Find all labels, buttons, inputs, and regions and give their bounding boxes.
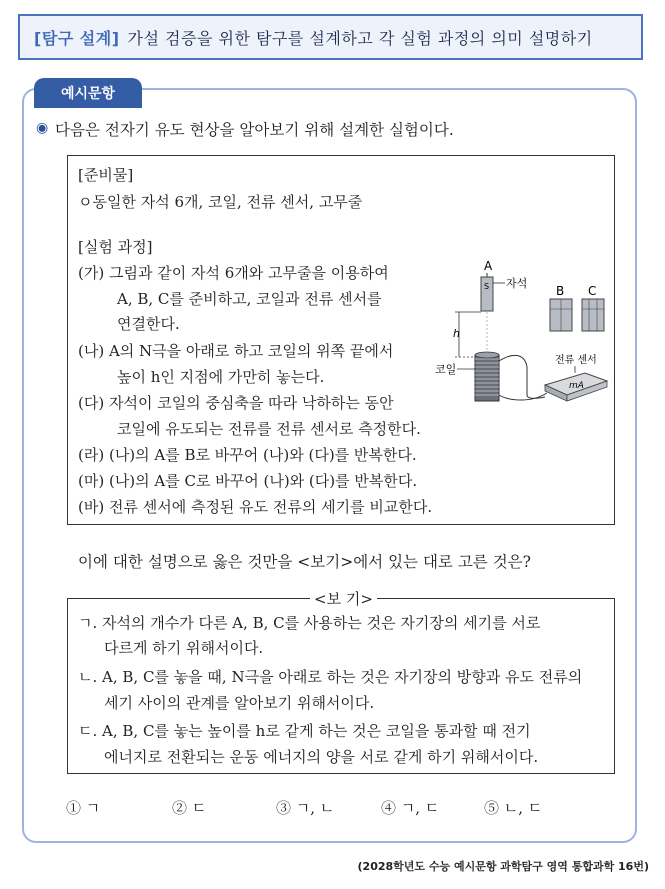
choice-1[interactable]: ① ㄱ [66, 799, 101, 817]
label-coil: 코일 [435, 363, 457, 376]
header-title: 가설 검증을 위한 탐구를 설계하고 각 실험 과정의 의미 설명하기 [127, 28, 593, 48]
bogi-title: <보 기> [310, 588, 377, 609]
step-line: A, B, C를 준비하고, 코일과 전류 센서를 [117, 290, 382, 308]
step-line: (마) (나)의 A를 C로 바꾸어 (나)와 (다)를 반복한다. [78, 472, 418, 490]
bogi-line: 에너지로 전환되는 운동 에너지의 양을 서로 같게 하기 위해서이다. [104, 748, 539, 766]
pole-label: S [484, 282, 490, 291]
sensor-unit: mA [569, 381, 584, 391]
bogi-line: ㄴ. A, B, C를 놓을 때, N극을 아래로 하는 것은 자기장의 방향과 유도 전류의 [78, 668, 583, 686]
example-tab: 예시문항 [34, 78, 142, 108]
step-line: (바) 전류 센서에 측정된 유도 전류의 세기를 비교한다. [78, 498, 433, 516]
choice-3[interactable]: ③ ㄱ, ㄴ [276, 799, 335, 817]
bogi-line: 다르게 하기 위해서이다. [104, 639, 264, 657]
choice-2[interactable]: ② ㄷ [172, 799, 207, 817]
choice-5[interactable]: ⑤ ㄴ, ㄷ [484, 799, 543, 817]
coil [475, 355, 499, 401]
step-line: (라) (나)의 A를 B로 바꾸어 (나)와 (다)를 반복한다. [78, 446, 417, 464]
bogi-line: ㄷ. A, B, C를 놓는 높이를 h로 같게 하는 것은 코일을 통과할 때 전기 [78, 722, 531, 740]
magnet-c [582, 299, 604, 331]
step-line: 코일에 유도되는 전류를 전류 센서로 측정한다. [117, 420, 421, 438]
step-line: (나) A의 N극을 아래로 하고 코일의 위쪽 끝에서 [78, 342, 394, 360]
label-b: B [556, 284, 565, 298]
bogi-line: ㄱ. 자석의 개수가 다른 A, B, C를 사용하는 것은 자기장의 세기를 서로 [78, 614, 541, 632]
experiment-figure [435, 255, 610, 405]
label-magnet: 자석 [506, 277, 528, 290]
step-line: 높이 h인 지점에 가만히 놓는다. [117, 368, 325, 386]
prep-items: ㅇ동일한 자석 6개, 코일, 전류 센서, 고무줄 [78, 193, 363, 211]
label-sensor: 전류 센서 [555, 355, 597, 366]
step-line: 연결한다. [117, 315, 180, 333]
step-line: (다) 자석이 코일의 중심축을 따라 낙하하는 동안 [78, 394, 394, 412]
bullet-icon: ◉ [36, 120, 49, 136]
step-line: (가) 그림과 같이 자석 6개와 고무줄을 이용하여 [78, 264, 389, 282]
page-header [18, 14, 643, 60]
label-a: A [484, 259, 493, 273]
question-text: 다음은 전자기 유도 현상을 알아보기 위해 설계한 실험이다. [55, 121, 454, 139]
question-prompt: 이에 대한 설명으로 옳은 것만을 <보기>에서 있는 대로 고른 것은? [78, 553, 531, 571]
source-note: (2028학년도 수능 예시문항 과학탐구 영역 통합과학 16번) [357, 860, 649, 873]
process-heading: [실험 과정] [78, 238, 153, 256]
choice-4[interactable]: ④ ㄱ, ㄷ [381, 799, 440, 817]
label-h: h [453, 327, 460, 340]
bogi-line: 세기 사이의 관계를 알아보기 위해서이다. [104, 694, 375, 712]
prep-heading: [준비물] [78, 166, 134, 184]
header-tag: [탐구 설계] [34, 28, 120, 48]
label-c: C [588, 284, 597, 298]
